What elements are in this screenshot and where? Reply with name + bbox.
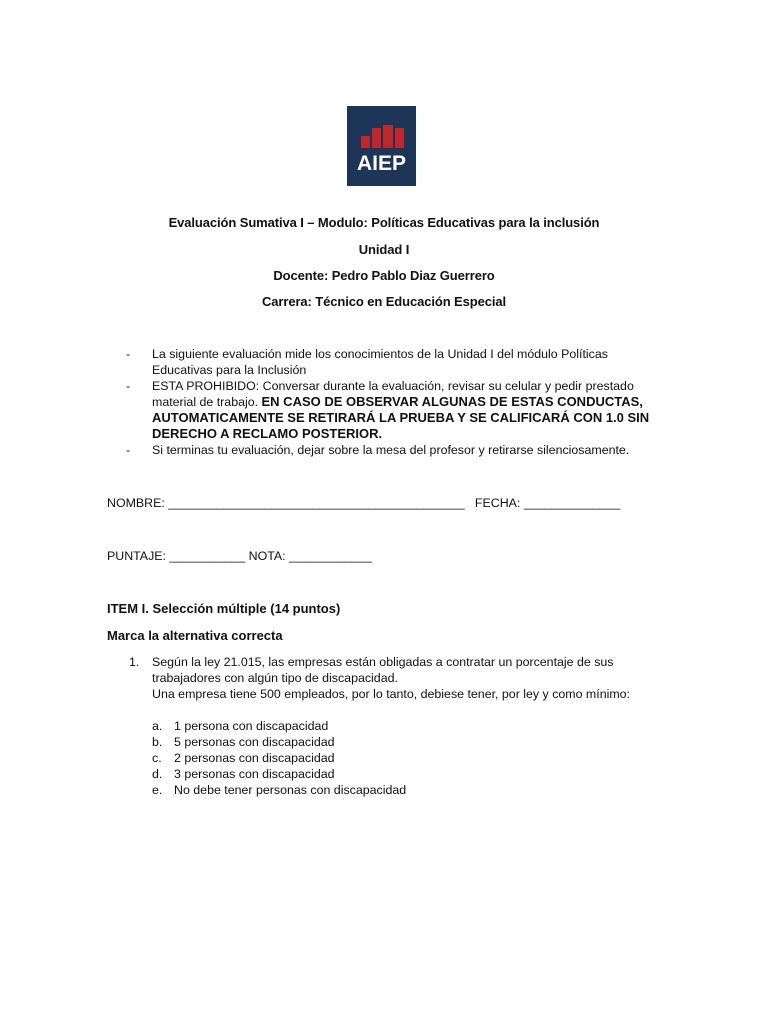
- question-number: 1.: [129, 655, 140, 669]
- instruction-item: [128, 346, 668, 378]
- option-a[interactable]: [152, 718, 406, 734]
- unit-label: Unidad I: [358, 242, 410, 257]
- instruction-item: [128, 378, 668, 442]
- option-text: 2 personas con discapacidad: [174, 751, 335, 765]
- answer-options: [152, 718, 406, 798]
- option-c[interactable]: [152, 750, 406, 766]
- name-date-field: NOMBRE: ___________________________________________ FECHA: ______________: [107, 496, 621, 510]
- option-text: 1 persona con discapacidad: [174, 719, 329, 733]
- option-letter: e.: [152, 783, 163, 797]
- question-text: Según la ley 21.015, las empresas están obligadas a contratar un porcentaje de sus trabajadores con algún tipo de discapacidad.: [152, 655, 614, 685]
- question-prompt: Una empresa tiene 500 empleados, por lo tanto, debiese tener, por ley y como mínimo:: [152, 687, 630, 701]
- career-label: Carrera: Técnico en Educación Especial: [261, 294, 507, 309]
- section-subtitle: Marca la alternativa correcta: [107, 628, 283, 643]
- teacher-label: Docente: Pedro Pablo Diaz Guerrero: [273, 268, 495, 283]
- evaluation-title: Evaluación Sumativa I – Modulo: Políticas Educativas para la inclusión: [168, 215, 600, 230]
- bullet-dash: -: [126, 379, 131, 393]
- score-grade-field: PUNTAJE: ___________ NOTA: ____________: [107, 549, 372, 563]
- aiep-logo: [347, 106, 416, 186]
- option-letter: b.: [152, 735, 163, 749]
- instructions-list: [128, 346, 668, 458]
- option-letter: d.: [152, 767, 163, 781]
- option-text: 5 personas con discapacidad: [174, 735, 335, 749]
- option-letter: c.: [152, 751, 162, 765]
- option-text: No debe tener personas con discapacidad: [174, 783, 407, 797]
- option-b[interactable]: [152, 734, 406, 750]
- warning-text: EN CASO DE OBSERVAR ALGUNAS DE ESTAS CONDUCTAS, AUTOMATICAMENTE SE RETIRARÁ LA PRUEBA Y SE CALIFICARÁ CON 1.0 SIN DERECHO A RECLAMO POSTERIOR.: [152, 394, 650, 441]
- logo-text: AIEP: [356, 152, 407, 175]
- instruction-text: ESTA PROHIBIDO: Conversar durante la evaluación, revisar su celular y pedir prestado material de trabajo.: [152, 379, 634, 409]
- question-1: [129, 654, 649, 702]
- option-letter: a.: [152, 719, 163, 733]
- option-e[interactable]: [152, 782, 406, 798]
- section-title: ITEM I. Selección múltiple (14 puntos): [107, 601, 341, 616]
- option-text: 3 personas con discapacidad: [174, 767, 335, 781]
- instruction-text: Si terminas tu evaluación, dejar sobre la mesa del profesor y retirarse silenciosamente.: [152, 443, 630, 457]
- aiep-logo-graphic: [347, 106, 416, 186]
- bullet-dash: -: [126, 347, 131, 361]
- bullet-dash: -: [126, 443, 131, 457]
- option-d[interactable]: [152, 766, 406, 782]
- instruction-item: [128, 442, 668, 458]
- instruction-text: La siguiente evaluación mide los conocimientos de la Unidad I del módulo Políticas Educativas para la Inclusión: [152, 347, 608, 377]
